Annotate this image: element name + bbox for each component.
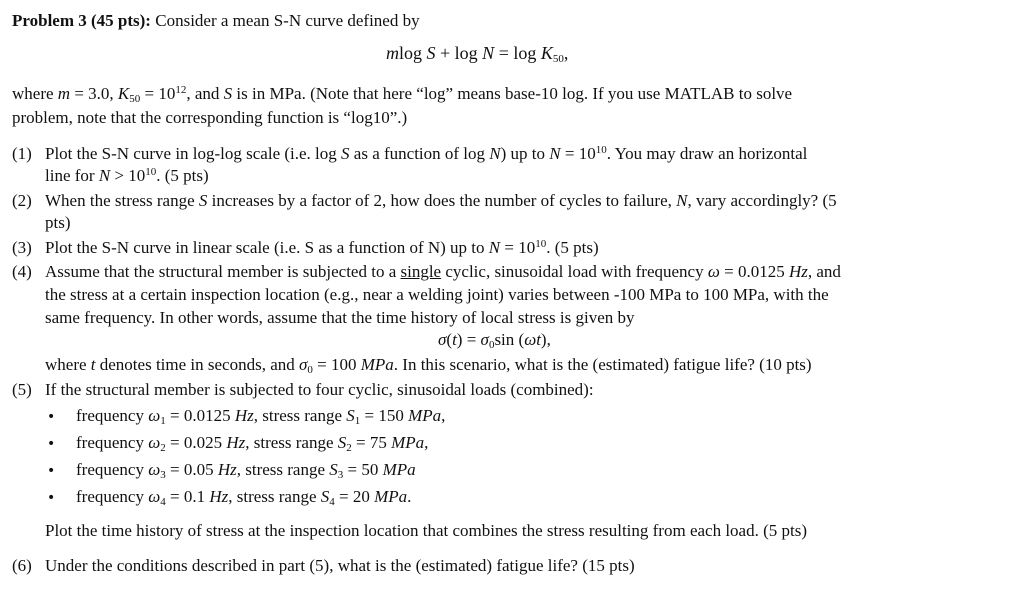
stress-history-equation: $\sigma(t) = \sigma_0\sin$ (ωt), <box>438 330 551 351</box>
item-3-line-1: Plot the S-N curve in linear scale (i.e. S as a function of N) up to $N = 10^{10}$. (5 pts) <box>45 238 599 257</box>
problem-heading <box>12 10 420 32</box>
item-4-line-2: the stress at a certain inspection location (e.g., near a welding joint) varies between -100 MPa to 100 MPa, with the <box>45 285 829 304</box>
item-6-text: Under the conditions described in part (5), what is the (estimated) fatigue life? (15 pts) <box>45 556 635 575</box>
item-5-number: (5) <box>12 380 32 399</box>
item-4-line-5: where t denotes time in seconds, and $\sigma_0 = 100$ MPa. In this scenario, what is the (estimated) fatigue life? (10 pts) <box>45 355 812 376</box>
load-2: frequency $\omega_2 = 0.025$ Hz, stress range $S_2 = 75$ MPa, <box>76 433 429 454</box>
item-5-line-1: If the structural member is subjected to four cyclic, sinusoidal loads (combined): <box>45 380 594 399</box>
sn-equation: mlog $S + \log N = \log K_{50}$, <box>386 43 569 65</box>
item-1-line-1: Plot the S-N curve in log-log scale (i.e. log S as a function of log N) up to $N = 10^{10}$. You may draw an horizontal <box>45 144 808 163</box>
parameters-line-2: problem, note that the corresponding function is “log10”.) <box>12 108 408 127</box>
bullet-3-marker: • <box>47 463 56 479</box>
problem-intro: Consider a mean S-N curve defined by <box>150 11 420 30</box>
load-4: frequency $\omega_4 = 0.1$ Hz, stress range $S_4 = 20$ MPa. <box>76 487 412 508</box>
item-2-line-1: When the stress range S increases by a factor of 2, how does the number of cycles to failure, N, vary accordingly? (5 <box>45 191 837 210</box>
item-4-line-3: same frequency. In other words, assume that the time history of local stress is given by <box>45 308 635 327</box>
item-1-number: (1) <box>12 144 32 163</box>
problem-label: Problem 3 (45 pts): <box>12 11 151 30</box>
item-3-number: (3) <box>12 238 32 257</box>
parameters-line: where m = 3.0, $K_{50} = 10^{12}$, and S is in MPa. (Note that here “log” means base-10 log. If you use MATLAB to solve <box>12 84 793 105</box>
item-2-number: (2) <box>12 191 32 210</box>
load-1: frequency $\omega_1 = 0.0125$ Hz, stress range $S_1 = 150$ MPa, <box>76 406 446 427</box>
bullet-2-marker: • <box>47 436 56 452</box>
item-2-line-2: pts) <box>45 213 71 232</box>
bullet-1-marker: • <box>47 409 56 425</box>
item-6-number: (6) <box>12 556 32 575</box>
item-1-line-2: line for $N > 10^{10}$. (5 pts) <box>45 166 209 185</box>
item-4-number: (4) <box>12 262 32 281</box>
item-4-line-1: Assume that the structural member is subjected to a single cyclic, sinusoidal load with frequency ω = 0.0125 Hz, and <box>45 262 841 281</box>
item-5-plot-instruction: Plot the time history of stress at the inspection location that combines the stress resulting from each load. (5 pts) <box>45 521 808 540</box>
load-3: frequency $\omega_3 = 0.05$ Hz, stress range $S_3 = 50$ MPa <box>76 460 416 481</box>
bullet-4-marker: • <box>47 490 56 506</box>
